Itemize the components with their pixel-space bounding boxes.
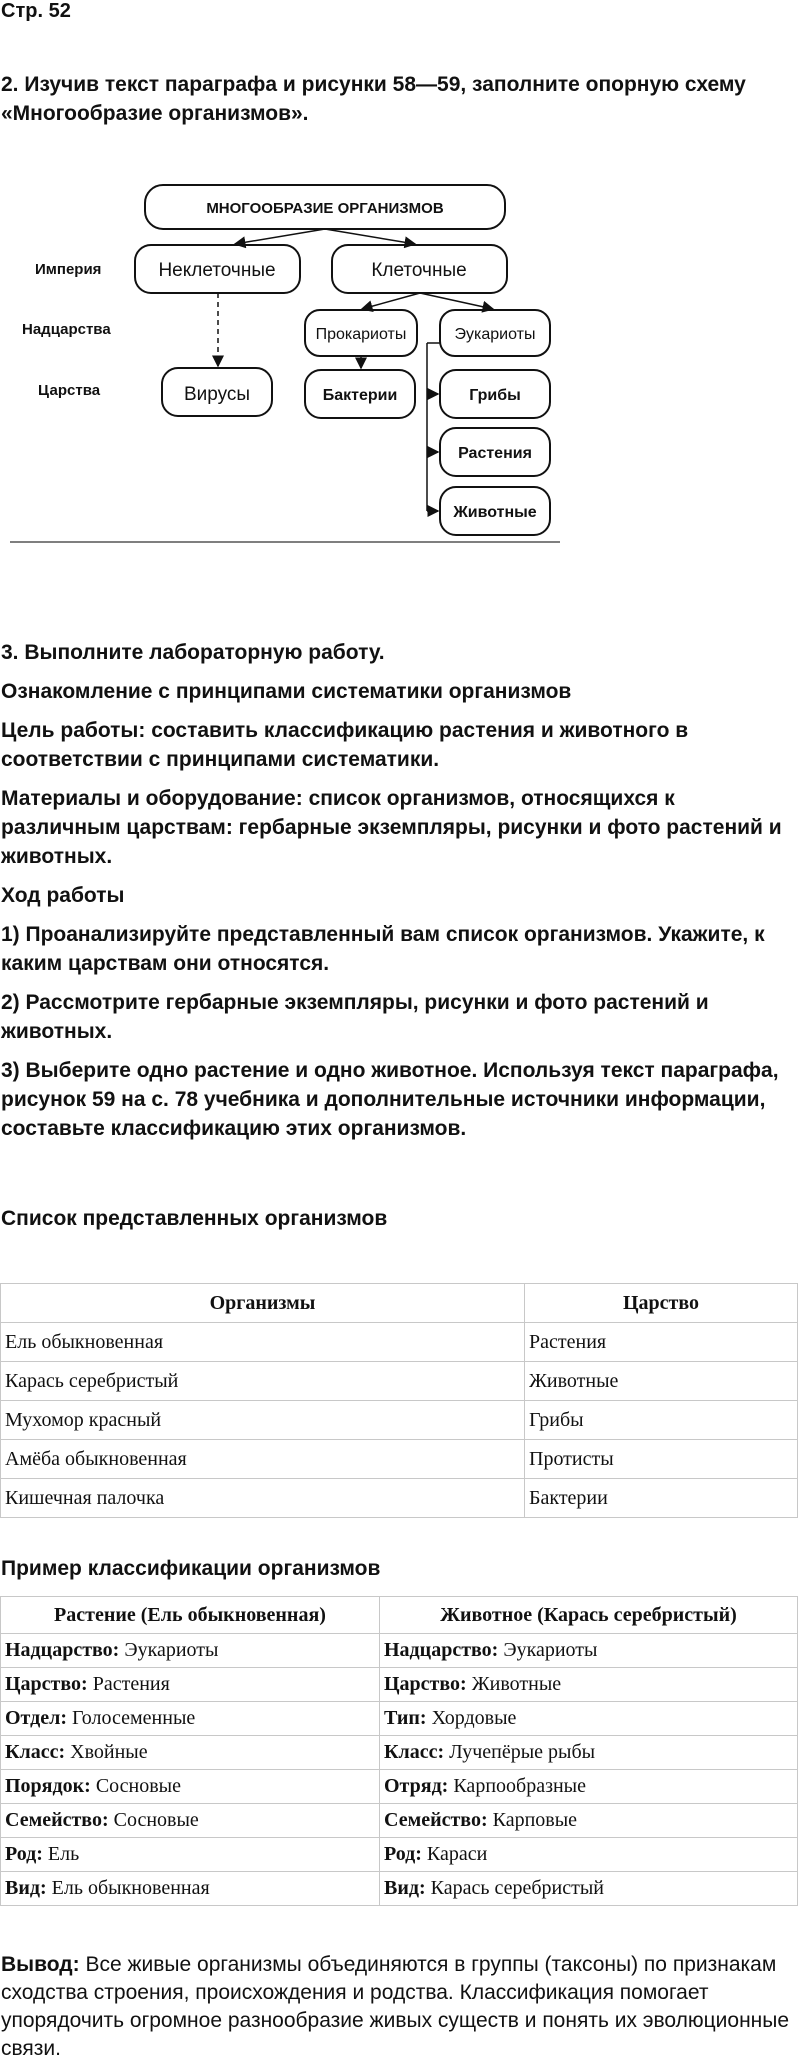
task-3-heading: 3. Выполните лабораторную работу. bbox=[1, 641, 385, 664]
taxon-value: Ель bbox=[47, 1843, 80, 1865]
table-row bbox=[1, 1838, 798, 1872]
lab-goal: Цель работы: составить классификацию растения и животного в соответствии с принципами систематики. bbox=[1, 719, 689, 771]
kingdom-cell: Грибы bbox=[525, 1401, 798, 1440]
kingdom-cell: Протисты bbox=[525, 1440, 798, 1479]
conclusion-body: Все живые организмы объединяются в группы (таксоны) по признакам сходства строения, происхождения и родства. Классификация помогает упорядочить огромное разнообразие живых существ и понять их эволюционные связи. bbox=[1, 1953, 790, 2060]
taxon-rank: Вид: bbox=[384, 1877, 426, 1899]
plant-cell bbox=[1, 1872, 380, 1906]
taxon-value: Хордовые bbox=[431, 1707, 517, 1729]
plant-cell bbox=[1, 1668, 380, 1702]
rank-superkingdom: Надцарства bbox=[22, 321, 111, 338]
fungi-label: Грибы bbox=[469, 387, 521, 404]
lab-step-2: 2) Рассмотрите гербарные экземпляры, рисунки и фото растений и животных. bbox=[1, 991, 709, 1043]
taxon-rank: Тип: bbox=[384, 1707, 427, 1729]
table-row bbox=[1, 1702, 798, 1736]
conclusion-text bbox=[1, 1951, 796, 2063]
rank-empire: Империя bbox=[35, 261, 102, 278]
taxon-value: Животные bbox=[471, 1673, 562, 1695]
column-header-animal: Животное (Карась серебристый) bbox=[380, 1597, 798, 1634]
taxon-rank: Царство: bbox=[5, 1673, 88, 1695]
prokaryotes-label: Прокариоты bbox=[315, 326, 407, 343]
bacteria-label: Бактерии bbox=[322, 387, 398, 404]
plant-cell bbox=[1, 1634, 380, 1668]
taxon-rank: Отдел: bbox=[5, 1707, 67, 1729]
taxon-value: Карпообразные bbox=[453, 1775, 586, 1797]
taxon-value: Сосновые bbox=[95, 1775, 181, 1797]
lab-progress: Ход работы bbox=[1, 884, 125, 907]
animal-cell bbox=[380, 1736, 798, 1770]
column-header-plant: Растение (Ель обыкновенная) bbox=[1, 1597, 380, 1634]
taxon-value: Эукариоты bbox=[503, 1639, 598, 1661]
taxon-rank: Отряд: bbox=[384, 1775, 449, 1797]
taxon-rank: Класс: bbox=[384, 1741, 445, 1763]
organism-cell: Карась серебристый bbox=[1, 1362, 525, 1401]
taxon-value: Голосеменные bbox=[72, 1707, 196, 1729]
page-number: Стр. 52 bbox=[1, 0, 71, 22]
animal-cell bbox=[380, 1804, 798, 1838]
eukaryotes-label: Эукариоты bbox=[454, 326, 536, 343]
lab-materials: Материалы и оборудование: список организмов, относящихся к различным царствам: гербарные экземпляры, рисунки и фото растений и животных. bbox=[1, 787, 782, 868]
organism-cell: Ель обыкновенная bbox=[1, 1323, 525, 1362]
table-header-row bbox=[1, 1597, 798, 1634]
animal-cell bbox=[380, 1702, 798, 1736]
animal-cell bbox=[380, 1634, 798, 1668]
task-2-text: 2. Изучив текст параграфа и рисунки 58—59, заполните опорную схему «Многообразие организмов». bbox=[1, 73, 746, 125]
organism-cell: Кишечная палочка bbox=[1, 1479, 525, 1518]
table-row bbox=[1, 1872, 798, 1906]
classification-example-title: Пример классификации организмов bbox=[1, 1557, 381, 1580]
animal-cell bbox=[380, 1838, 798, 1872]
table-row bbox=[1, 1479, 798, 1518]
taxon-rank: Род: bbox=[5, 1843, 43, 1865]
taxon-rank: Семейство: bbox=[5, 1809, 109, 1831]
column-header-kingdom: Царство bbox=[525, 1284, 798, 1323]
taxon-rank: Род: bbox=[384, 1843, 422, 1865]
table-row bbox=[1, 1634, 798, 1668]
organism-table bbox=[0, 1283, 798, 1518]
plant-cell bbox=[1, 1702, 380, 1736]
taxon-rank: Надцарство: bbox=[5, 1639, 120, 1661]
animal-cell bbox=[380, 1770, 798, 1804]
classification-table bbox=[0, 1596, 798, 1906]
table-header-row bbox=[1, 1284, 798, 1323]
table-row bbox=[1, 1401, 798, 1440]
kingdom-cell: Растения bbox=[525, 1323, 798, 1362]
animals-label: Животные bbox=[453, 504, 537, 521]
taxon-value: Лучепёрые рыбы bbox=[449, 1741, 596, 1763]
rank-kingdom: Царства bbox=[38, 382, 101, 399]
diversity-diagram bbox=[0, 170, 580, 550]
taxon-value: Сосновые bbox=[113, 1809, 199, 1831]
plant-cell bbox=[1, 1804, 380, 1838]
kingdom-cell: Животные bbox=[525, 1362, 798, 1401]
taxon-rank: Царство: bbox=[384, 1673, 467, 1695]
column-header-organisms: Организмы bbox=[1, 1284, 525, 1323]
taxon-value: Карповые bbox=[492, 1809, 578, 1831]
taxon-value: Карась серебристый bbox=[430, 1877, 604, 1899]
taxon-rank: Надцарство: bbox=[384, 1639, 499, 1661]
table-row bbox=[1, 1770, 798, 1804]
organism-cell: Мухомор красный bbox=[1, 1401, 525, 1440]
table-row bbox=[1, 1323, 798, 1362]
kingdom-cell: Бактерии bbox=[525, 1479, 798, 1518]
taxon-value: Караси bbox=[426, 1843, 488, 1865]
taxon-value: Ель обыкновенная bbox=[51, 1877, 210, 1899]
animal-cell bbox=[380, 1872, 798, 1906]
lab-step-3: 3) Выберите одно растение и одно животное. Используя текст параграфа, рисунок 59 на с. 78 учебника и дополнительные источники информации, составьте классификацию этих организмов. bbox=[1, 1059, 779, 1140]
taxon-rank: Вид: bbox=[5, 1877, 47, 1899]
task-3-block bbox=[1, 638, 796, 1153]
plant-cell bbox=[1, 1770, 380, 1804]
diagram-title: МНОГООБРАЗИЕ ОРГАНИЗМОВ bbox=[206, 200, 444, 217]
organism-list-title: Список представленных организмов bbox=[1, 1207, 388, 1230]
plants-label: Растения bbox=[458, 445, 532, 462]
plant-cell bbox=[1, 1736, 380, 1770]
table-row bbox=[1, 1736, 798, 1770]
cellular-label: Клеточные bbox=[371, 260, 467, 281]
taxon-value: Хвойные bbox=[70, 1741, 148, 1763]
taxon-rank: Семейство: bbox=[384, 1809, 488, 1831]
plant-cell bbox=[1, 1838, 380, 1872]
lab-subject: Ознакомление с принципами систематики организмов bbox=[1, 680, 572, 703]
taxon-value: Растения bbox=[92, 1673, 170, 1695]
taxon-rank: Порядок: bbox=[5, 1775, 91, 1797]
table-row bbox=[1, 1440, 798, 1479]
animal-cell bbox=[380, 1668, 798, 1702]
table-row bbox=[1, 1804, 798, 1838]
taxon-rank: Класс: bbox=[5, 1741, 66, 1763]
conclusion-label: Вывод: bbox=[1, 1953, 80, 1976]
taxon-value: Эукариоты bbox=[124, 1639, 219, 1661]
table-row bbox=[1, 1668, 798, 1702]
noncellular-label: Неклеточные bbox=[158, 260, 276, 281]
organism-cell: Амёба обыкновенная bbox=[1, 1440, 525, 1479]
lab-step-1: 1) Проанализируйте представленный вам список организмов. Укажите, к каким царствам они относятся. bbox=[1, 923, 765, 975]
table-row bbox=[1, 1362, 798, 1401]
viruses-label: Вирусы bbox=[183, 384, 251, 405]
